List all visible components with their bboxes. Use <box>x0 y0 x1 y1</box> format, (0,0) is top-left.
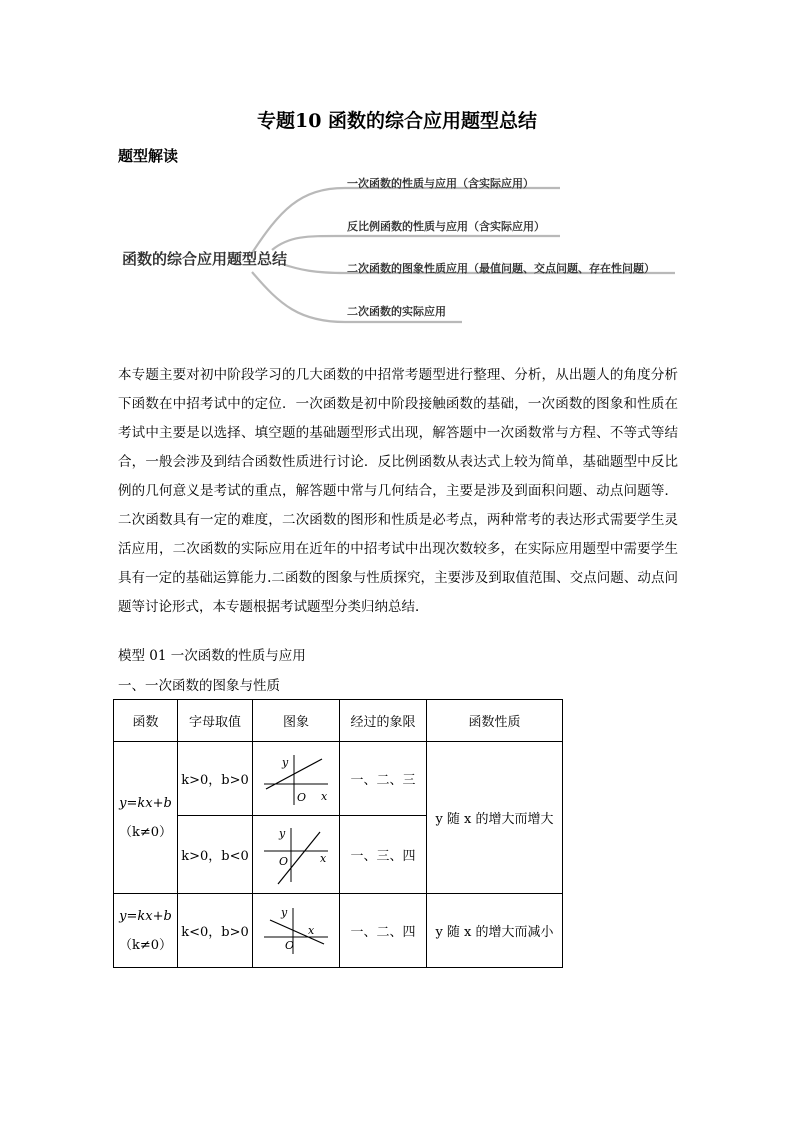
mindmap-link-2 <box>272 236 560 250</box>
quadrants-cell: 一、二、四 <box>340 894 427 968</box>
function-condition: （k≠0） <box>118 824 173 840</box>
graph-k-neg-b-pos <box>258 904 334 958</box>
graph-cell <box>253 894 340 968</box>
property-cell-increasing: y 随 x 的增大而增大 <box>427 742 563 894</box>
mindmap-branch-1: 一次函数的性质与应用（含实际应用） <box>347 177 534 190</box>
quadrants-cell: 一、三、四 <box>340 816 427 894</box>
values-cell: k<0，b>0 <box>178 894 253 968</box>
graph-cell <box>253 742 340 816</box>
table-row <box>114 742 563 816</box>
graph-cell <box>253 816 340 894</box>
property-cell-decreasing: y 随 x 的增大而减小 <box>427 894 563 968</box>
header-quadrants: 经过的象限 <box>340 700 427 742</box>
axis-label-x: x <box>321 789 328 803</box>
linear-function-table <box>113 699 563 968</box>
origin-label: O <box>279 854 289 868</box>
header-function: 函数 <box>114 700 178 742</box>
function-expression: y=kx+b <box>119 795 172 811</box>
axis-label-x: x <box>308 923 315 937</box>
function-condition: （k≠0） <box>118 937 173 953</box>
axis-label-y: y <box>282 755 289 769</box>
mindmap-branch-2: 反比例函数的性质与应用（含实际应用） <box>347 220 545 233</box>
page-title: 专题10 函数的综合应用题型总结 <box>256 110 538 132</box>
intro-paragraph <box>118 361 678 622</box>
axis-label-x: x <box>320 851 327 865</box>
graph-k-pos-b-pos <box>258 749 334 809</box>
origin-label: O <box>285 938 295 952</box>
quadrants-cell: 一、二、三 <box>340 742 427 816</box>
function-cell-2 <box>114 894 178 968</box>
model-heading: 模型 01 一次函数的性质与应用 <box>118 648 306 664</box>
header-property: 函数性质 <box>427 700 563 742</box>
axis-label-y: y <box>281 905 288 919</box>
origin-label: O <box>297 790 307 804</box>
subheading: 一、一次函数的图象与性质 <box>118 678 280 694</box>
header-values: 字母取值 <box>178 700 253 742</box>
section-title: 题型解读 <box>118 147 179 165</box>
axis-label-y: y <box>279 826 286 840</box>
function-expression: y=kx+b <box>119 908 172 924</box>
function-line <box>270 920 324 944</box>
intro-text: 本专题主要对初中阶段学习的几大函数的中招常考题型进行整理、分析，从出题人的角度分析下函数在中招考试中的定位．一次函数是初中阶段接触函数的基础，一次函数的图象和性质在考试中主要是以选择、填空题的基础题型形式出现，解答题中一次函数常与方程、不等式等结合，一般会涉及到结合函数性质进行讨论．反比例函数从表达式上较为简单，基础题型中反比例的几何意义是考试的重点，解答题中常与几何结合，主要是涉及到面积问题、动点问题等．二次函数具有一定的难度，二次函数的图形和性质是必考点，两种常考的表达形式需要学生灵活应用，二次函数的实际应用在近年的中招考试中出现次数较多，在实际应用题型中需要学生具有一定的基础运算能力.二函数的图象与性质探究，主要涉及到取值范围、交点问题、动点问题等讨论形式，本专题根据考试题型分类归纳总结． <box>118 367 678 615</box>
mindmap-root: 函数的综合应用题型总结 <box>122 250 288 268</box>
table-header-row <box>114 700 563 742</box>
graph-k-pos-b-neg <box>258 824 334 886</box>
mindmap-branch-3: 二次函数的图象性质应用（最值问题、交点问题、存在性问题） <box>347 262 655 275</box>
table-row <box>114 894 563 968</box>
values-cell: k>0，b>0 <box>178 742 253 816</box>
header-graph: 图象 <box>253 700 340 742</box>
values-cell: k>0，b<0 <box>178 816 253 894</box>
function-cell-1 <box>114 742 178 894</box>
mindmap-branch-4: 二次函数的实际应用 <box>347 305 446 318</box>
